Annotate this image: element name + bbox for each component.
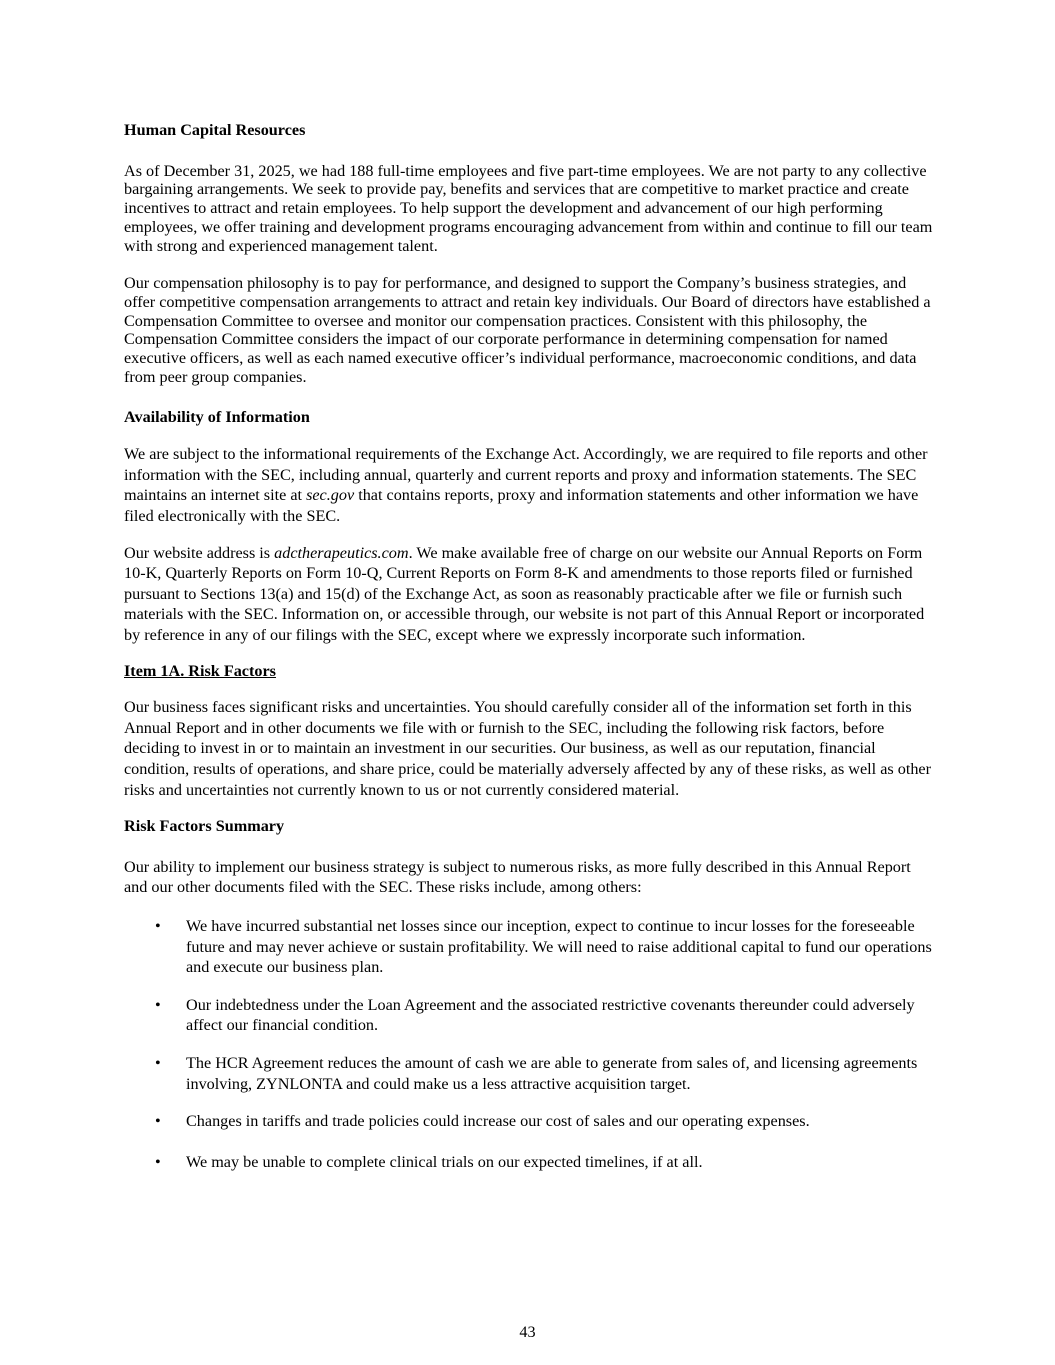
- risk-summary-intro: Our ability to implement our business strategy is subject to numerous risks, as more fully described in this Annual Report and our other documents filed with the SEC. These risks include, among others:: [124, 857, 911, 897]
- list-item: [124, 1053, 936, 1094]
- document-page: [124, 121, 936, 1172]
- availability-paragraph-1-text-a: We are subject to the informational requirements of the Exchange Act. Accordingly, we are required to file reports and other information with the SEC, including annual, quarterly and current reports and proxy and information statements. The SEC maintains an internet site at: [124, 445, 928, 505]
- section-heading-availability: Availability of Information: [124, 408, 310, 427]
- list-item-text: We have incurred substantial net losses since our inception, expect to continue to incur losses for the foreseeable future and may never achieve or sustain profitability. We will need to raise additional capital to fund our operations and execute our business plan.: [186, 917, 932, 977]
- bullet-icon: •: [155, 917, 161, 936]
- list-item-text: We may be unable to complete clinical trials on our expected timelines, if at all.: [186, 1152, 703, 1171]
- list-item: [124, 995, 936, 1036]
- sec-website-link: sec.gov: [306, 486, 355, 505]
- list-item: [124, 916, 936, 978]
- bullet-icon: •: [155, 1152, 161, 1171]
- list-item: [124, 1152, 936, 1173]
- list-item-text: Our indebtedness under the Loan Agreement and the associated restrictive covenants thereunder could adversely affect our financial condition.: [186, 995, 915, 1035]
- section-heading-human-capital: Human Capital Resources: [124, 121, 306, 139]
- availability-paragraph-2: [124, 543, 936, 646]
- human-capital-paragraph-2: Our compensation philosophy is to pay for performance, and designed to support the Company’s business strategies, and offer competitive compensation arrangements to attract and retain key individuals. Our Board of directors have established a Compensation Committee to oversee and monitor our compensation practices. Consistent with this philosophy, the Compensation Committee considers the impact of our corporate performance in determining compensation for named executive officers, as well as each named executive officer’s individual performance, macroeconomic conditions, and data from peer group companies.: [124, 274, 931, 386]
- list-item-text: The HCR Agreement reduces the amount of cash we are able to generate from sales of, and licensing agreements involving, ZYNLONTA and could make us a less attractive acquisition target.: [186, 1054, 918, 1093]
- risk-summary-list: [124, 916, 936, 1172]
- availability-paragraph-2-text-b: . We make available free of charge on our website our Annual Reports on Form 10-K, Quarterly Reports on Form 10-Q, Current Reports on Form 8-K and amendments to those reports filed or furnished pursuant to Sections 13(a) and 15(d) of the Exchange Act, as soon as reasonably practicable after we file or furnish such materials with the SEC. Information on, or accessible through, our website is not part of this Annual Report or incorporated by reference in any of our filings with the SEC, except where we expressly incorporate such information.: [124, 543, 925, 644]
- bullet-icon: •: [155, 995, 161, 1014]
- page-number: 43: [519, 1323, 536, 1341]
- list-item-text: Changes in tariffs and trade policies could increase our cost of sales and our operating expenses.: [186, 1112, 810, 1131]
- section-heading-risk-summary: Risk Factors Summary: [124, 817, 285, 836]
- human-capital-paragraph-1: As of December 31, 2025, we had 188 full-time employees and five part-time employees. We are not party to any collective bargaining arrangements. We seek to provide pay, benefits and services that are competitive to market practice and create incentives to attract and retain employees. To help support the development and advancement of our high performing employees, we offer training and development programs encouraging advancement from within and continue to fill our team with strong and experienced management talent.: [124, 161, 933, 255]
- bullet-icon: •: [155, 1112, 161, 1131]
- availability-paragraph-1: [124, 444, 936, 526]
- bullet-icon: •: [155, 1054, 161, 1073]
- list-item: [124, 1111, 936, 1132]
- availability-paragraph-2-text-a: Our website address is: [124, 543, 275, 562]
- section-heading-item-1a: Item 1A. Risk Factors: [124, 662, 276, 681]
- risk-factors-paragraph: Our business faces significant risks and uncertainties. You should carefully consider all of the information set forth in this Annual Report and in other documents we file with or furnish to the SEC, including the following risk factors, before deciding to invest in or to maintain an investment in our securities. Our business, as well as our reputation, financial condition, results of operations, and share price, could be materially adversely affected by any of these risks, as well as other risks and uncertainties not currently known to us or not currently considered material.: [124, 698, 932, 799]
- company-website-link: adctherapeutics.com: [274, 543, 409, 562]
- availability-paragraph-1-text-b: that contains reports, proxy and information statements and other information we have filed electronically with the SEC.: [124, 486, 919, 525]
